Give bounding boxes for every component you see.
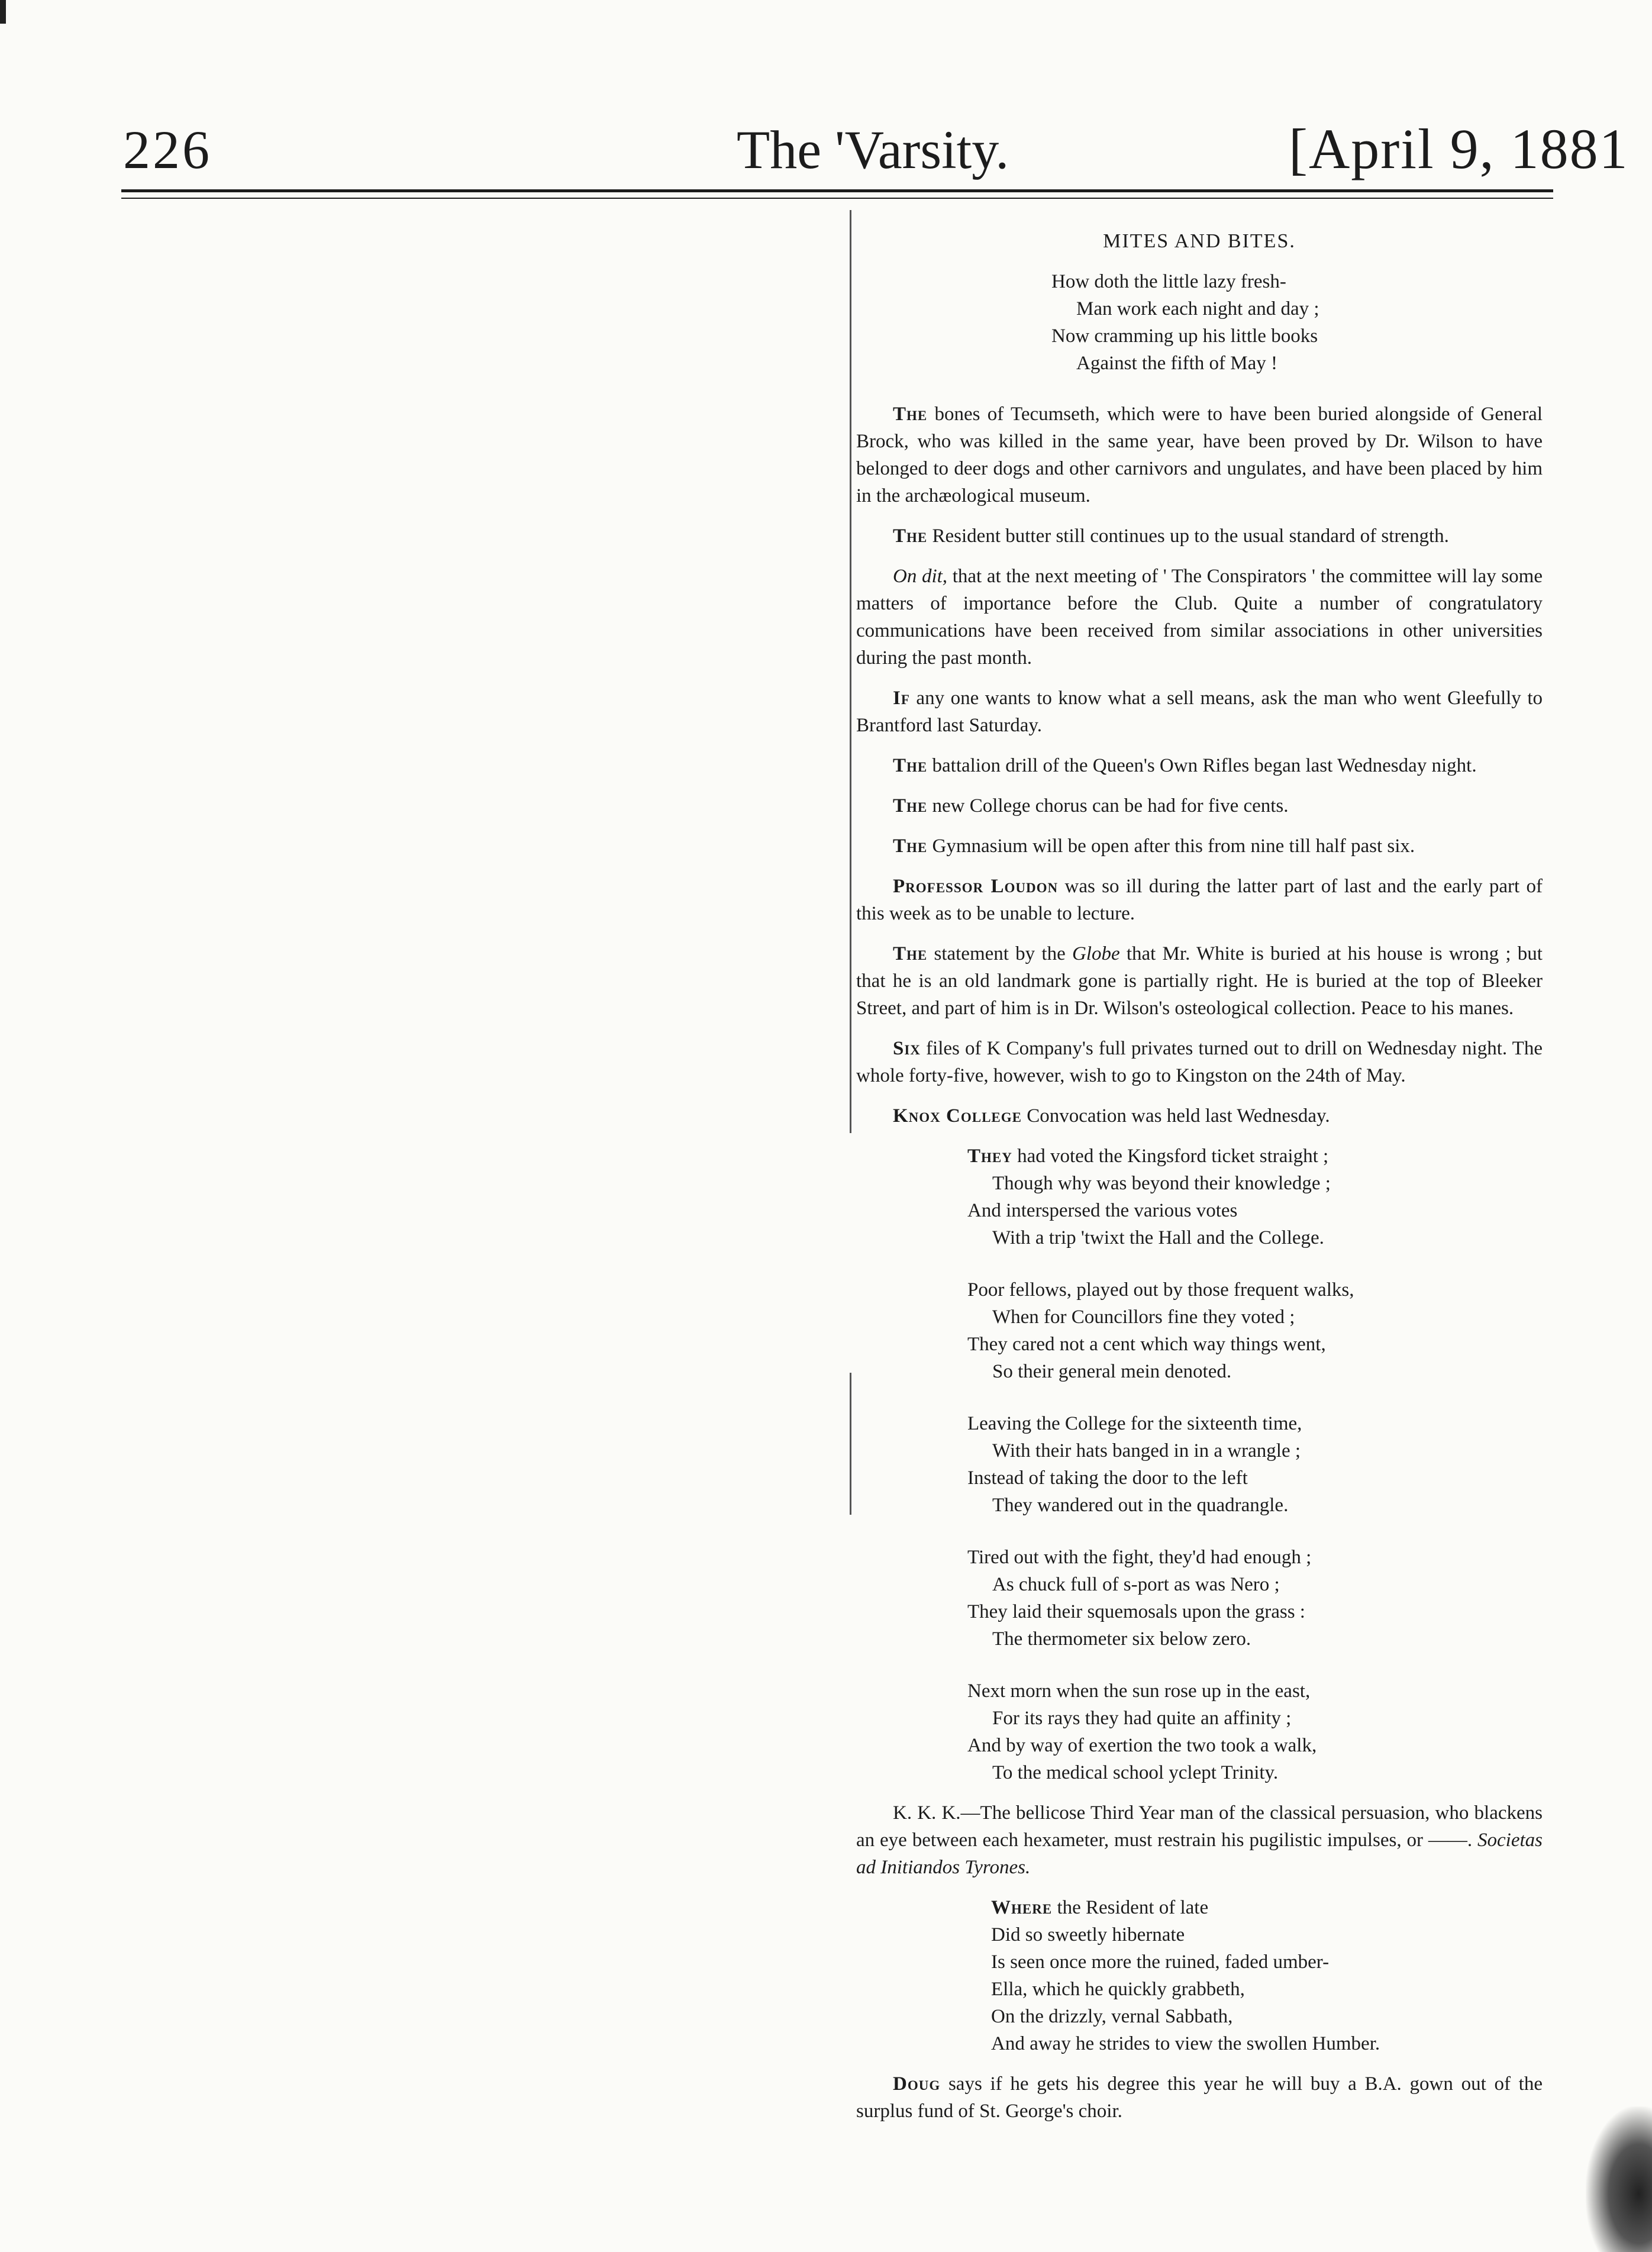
verse-line: So their general mein denoted. xyxy=(992,1361,1232,1382)
news-item xyxy=(856,522,1543,550)
item-lead: The xyxy=(893,943,928,964)
verse-line: They laid their squemosals upon the grass : xyxy=(967,1601,1305,1622)
item-lead: The xyxy=(893,795,928,817)
item-text: statement by the xyxy=(927,943,1072,964)
news-item xyxy=(856,685,1543,739)
line-lead: Where xyxy=(991,1897,1053,1918)
item-lead: The xyxy=(893,835,928,857)
item-text: says if he gets his degree this year he will buy a B.A. gown out of the surplus fund of St. George's choir. xyxy=(856,2073,1543,2122)
item-text: files of K Company's full privates turned out to drill on Wednesday night. The whole forty-five, however, wish to go to Kingston on the 24th of May. xyxy=(856,1038,1543,1086)
poem-stanza xyxy=(967,1544,1543,1653)
verse-line: With their hats banged in in a wrangle ; xyxy=(992,1440,1301,1461)
verse-line: Instead of taking the door to the left xyxy=(967,1467,1248,1489)
verse-line: Did so sweetly hibernate xyxy=(991,1924,1185,1946)
newspaper-name: Globe xyxy=(1072,943,1120,964)
mites-and-bites-column xyxy=(856,228,1543,2138)
news-item xyxy=(856,792,1543,820)
item-text: Convocation was held last Wednesday. xyxy=(1022,1105,1330,1127)
news-item xyxy=(856,1035,1543,1089)
item-lead: If xyxy=(893,688,910,709)
verse-line: The thermometer six below zero. xyxy=(992,1628,1251,1650)
verse-line: Poor fellows, played out by those frequent walks, xyxy=(967,1279,1354,1301)
verse-line xyxy=(991,1894,1543,1921)
motto-verse xyxy=(856,268,1543,377)
verse-line: Next morn when the sun rose up in the east, xyxy=(967,1680,1311,1702)
item-text: battalion drill of the Queen's Own Rifles began last Wednesday night. xyxy=(927,755,1477,776)
verse-line xyxy=(967,1143,1543,1170)
verse-line: When for Councillors fine they voted ; xyxy=(992,1306,1295,1328)
verse-line: Is seen once more the ruined, faded umber- xyxy=(991,1951,1330,1973)
verse-line: With a trip 'twixt the Hall and the College. xyxy=(992,1227,1324,1248)
line-text: had voted the Kingsford ticket straight ; xyxy=(1012,1146,1329,1167)
verse-line: Against the fifth of May ! xyxy=(1076,353,1278,374)
verse-line: Leaving the College for the sixteenth time, xyxy=(967,1413,1302,1434)
verse-line: And by way of exertion the two took a walk, xyxy=(967,1735,1317,1756)
note-text: K. K. K.—The bellicose Third Year man of the classical persuasion, who blackens an eye between each hexameter, must restrain his pugilistic impulses, or ——. xyxy=(856,1802,1543,1851)
kkk-note xyxy=(856,1799,1543,1881)
item-text: any one wants to know what a sell means, ask the man who went Gleefully to Brantford last Saturday. xyxy=(856,688,1543,736)
item-text: new College chorus can be had for five cents. xyxy=(927,795,1289,817)
news-item xyxy=(856,752,1543,779)
item-lead: The xyxy=(893,404,928,425)
note-signature: Societas ad Initiandos Tyrones. xyxy=(856,1830,1543,1878)
verse-line: For its rays they had quite an affinity ; xyxy=(992,1708,1292,1729)
poem-stanza xyxy=(967,1276,1543,1385)
item-text: bones of Tecumseth, which were to have been buried alongside of General Brock, who was killed in the same year, have been proved by Dr. Wilson to have belonged to deer dogs and other carnivors and ungulates, and have been placed by him in the archæological museum. xyxy=(856,404,1543,506)
news-item xyxy=(856,2070,1543,2125)
verse-line: Though why was beyond their knowledge ; xyxy=(992,1173,1331,1194)
column-rule-lower xyxy=(850,1373,851,1515)
item-text: was so ill during the latter part of last and the early part of this week as to be unable to lecture. xyxy=(856,876,1543,924)
resident-poem xyxy=(856,1894,1543,2057)
poem-stanza xyxy=(967,1677,1543,1786)
ink-smudge xyxy=(1586,2106,1652,2252)
item-lead: On dit, xyxy=(893,566,948,587)
news-item xyxy=(856,1102,1543,1130)
page-number: 226 xyxy=(123,120,212,180)
verse-line: How doth the little lazy fresh- xyxy=(1051,271,1286,292)
item-lead: Doug xyxy=(893,2073,941,2095)
verse-line: And interspersed the various votes xyxy=(967,1200,1238,1221)
item-lead: The xyxy=(893,755,928,776)
verse-line: To the medical school yclept Trinity. xyxy=(992,1762,1279,1783)
item-text: that at the next meeting of ' The Conspirators ' the committee will lay some matters of importance before the Club. Quite a number of congratulatory communications have been received from similar associations in other universities during the past month. xyxy=(856,566,1543,669)
item-text: Gymnasium will be open after this from nine till half past six. xyxy=(927,835,1415,857)
verse-line: On the drizzly, vernal Sabbath, xyxy=(991,2006,1233,2027)
header-rule-thick xyxy=(121,189,1553,192)
poem-stanza xyxy=(967,1143,1543,1251)
line-text: the Resident of late xyxy=(1052,1897,1209,1918)
item-text: that Mr. White is buried at his house is wrong ; but that he is an old landmark gone is partially right. He is buried at the top of Bleeker Street, and part of him is in Dr. Wilson's osteological collection. Peace to his manes. xyxy=(856,943,1543,1019)
scan-edge-mark xyxy=(0,0,6,24)
news-item xyxy=(856,563,1543,672)
page-header xyxy=(0,0,1652,201)
line-lead: They xyxy=(967,1146,1012,1167)
issue-date: [April 9, 1881 xyxy=(1289,117,1629,180)
kingsford-poem xyxy=(856,1143,1543,1786)
verse-line: Tired out with the fight, they'd had enough ; xyxy=(967,1547,1312,1568)
news-item xyxy=(856,940,1543,1022)
poem-stanza xyxy=(967,1410,1543,1519)
item-lead: Six xyxy=(893,1038,921,1059)
verse-line: Now cramming up his little books xyxy=(1051,325,1318,347)
column-rule xyxy=(850,210,851,1133)
verse-line: Man work each night and day ; xyxy=(1076,298,1319,320)
verse-line: Ella, which he quickly grabbeth, xyxy=(991,1979,1245,2000)
verse-line: They cared not a cent which way things went, xyxy=(967,1334,1326,1355)
header-rule-thin xyxy=(121,198,1553,199)
item-lead: Professor Loudon xyxy=(893,876,1059,897)
verse-line: And away he strides to view the swollen Humber. xyxy=(991,2033,1380,2054)
item-text: Resident butter still continues up to the usual standard of strength. xyxy=(927,525,1449,547)
item-lead: Knox College xyxy=(893,1105,1022,1127)
news-item xyxy=(856,873,1543,927)
section-heading: MITES AND BITES. xyxy=(1103,230,1296,252)
verse-line: They wandered out in the quadrangle. xyxy=(992,1495,1289,1516)
item-lead: The xyxy=(893,525,928,547)
publication-title: The 'Varsity. xyxy=(737,120,1009,180)
verse-line: As chuck full of s-port as was Nero ; xyxy=(992,1574,1280,1595)
news-item xyxy=(856,401,1543,509)
news-item xyxy=(856,833,1543,860)
